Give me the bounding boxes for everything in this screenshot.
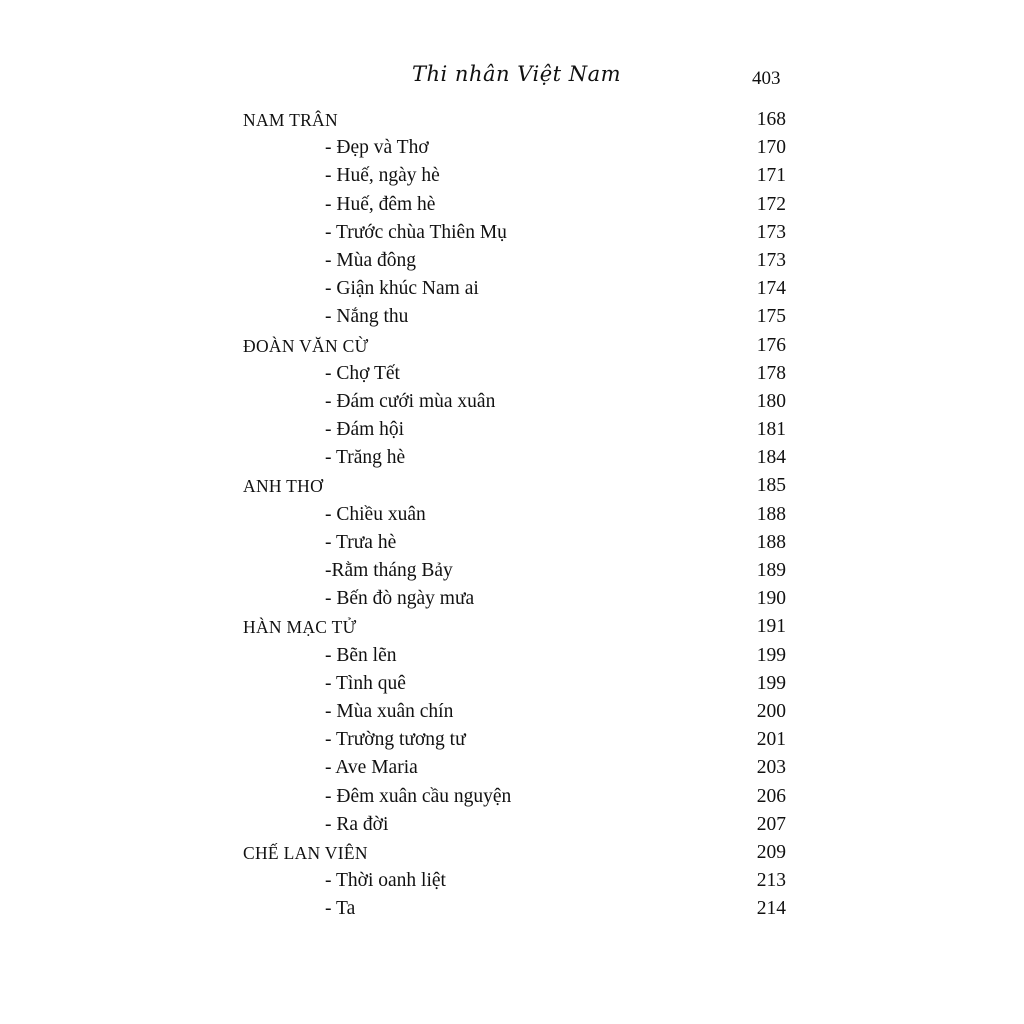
- toc-page-number: 180: [756, 390, 786, 412]
- toc-poem-entry: [0, 727, 1024, 755]
- poem-title: - Thời oanh liệt: [325, 870, 446, 892]
- poem-title: - Trăng hè: [325, 447, 406, 469]
- toc-page-number: 171: [756, 165, 786, 187]
- table-of-contents: [0, 107, 1024, 924]
- toc-poem-entry: [0, 784, 1024, 812]
- toc-poem-entry: [0, 643, 1024, 671]
- toc-poem-entry: [0, 135, 1024, 163]
- toc-page-number: 207: [756, 813, 786, 835]
- toc-poem-entry: [0, 868, 1024, 896]
- toc-poem-entry: [0, 445, 1024, 473]
- toc-page-number: 188: [756, 503, 786, 525]
- toc-poem-entry: [0, 812, 1024, 840]
- toc-page-number: 188: [756, 531, 786, 553]
- toc-poem-entry: [0, 558, 1024, 586]
- toc-author-entry: [0, 333, 1024, 361]
- toc-poem-entry: [0, 276, 1024, 304]
- toc-poem-entry: [0, 755, 1024, 783]
- poem-title: - Huế, đêm hè: [325, 193, 436, 215]
- toc-poem-entry: [0, 671, 1024, 699]
- toc-poem-entry: [0, 304, 1024, 332]
- toc-page-number: 184: [756, 447, 786, 469]
- toc-page-number: 190: [756, 588, 786, 610]
- toc-page-number: 176: [756, 334, 786, 356]
- toc-page-number: 206: [756, 785, 786, 807]
- toc-page-number: 174: [756, 278, 786, 300]
- toc-page-number: 175: [756, 306, 786, 328]
- toc-poem-entry: [0, 417, 1024, 445]
- toc-poem-entry: [0, 530, 1024, 558]
- author-name: NAM TRÂN: [243, 110, 338, 130]
- toc-poem-entry: [0, 699, 1024, 727]
- toc-page-number: 173: [756, 221, 786, 243]
- toc-page-number: 199: [756, 672, 786, 694]
- toc-poem-entry: [0, 502, 1024, 530]
- poem-title: - Tình quê: [325, 672, 406, 694]
- poem-title: - Chợ Tết: [325, 362, 400, 384]
- toc-page-number: 201: [756, 729, 786, 751]
- toc-page-number: 172: [756, 193, 786, 215]
- poem-title: - Trưa hè: [325, 531, 397, 553]
- book-title: Thi nhân Việt Nam: [412, 62, 622, 86]
- running-head: [0, 62, 1024, 92]
- poem-title: - Ra đời: [325, 813, 389, 835]
- page-number: 403: [752, 68, 781, 89]
- toc-page-number: 199: [756, 644, 786, 666]
- toc-poem-entry: [0, 163, 1024, 191]
- toc-page-number: 185: [756, 475, 786, 497]
- author-name: ĐOÀN VĂN CỪ: [243, 335, 369, 356]
- poem-title: -Rằm tháng Bảy: [325, 560, 453, 581]
- poem-title: - Ave Maria: [325, 757, 418, 779]
- poem-title: - Bến đò ngày mưa: [325, 588, 475, 610]
- toc-author-entry: [0, 614, 1024, 642]
- toc-author-entry: [0, 840, 1024, 868]
- toc-page-number: 181: [756, 419, 786, 441]
- author-name: HÀN MẠC TỬ: [243, 617, 357, 638]
- toc-poem-entry: [0, 896, 1024, 924]
- toc-page-number: 170: [756, 137, 786, 159]
- toc-poem-entry: [0, 220, 1024, 248]
- toc-page-number: 200: [756, 700, 786, 722]
- toc-page-number: 178: [756, 362, 786, 384]
- poem-title: - Đám cưới mùa xuân: [325, 390, 496, 412]
- toc-page-number: 168: [756, 109, 786, 130]
- toc-author-entry: [0, 473, 1024, 501]
- poem-title: - Mùa đông: [325, 249, 416, 271]
- toc-poem-entry: [0, 389, 1024, 417]
- toc-page-number: 213: [756, 870, 786, 892]
- poem-title: - Huế, ngày hè: [325, 165, 440, 187]
- poem-title: - Đám hội: [325, 419, 405, 441]
- toc-poem-entry: [0, 361, 1024, 389]
- poem-title: - Đẹp và Thơ: [325, 137, 429, 159]
- poem-title: - Chiều xuân: [325, 503, 426, 525]
- toc-poem-entry: [0, 586, 1024, 614]
- poem-title: - Đêm xuân cầu nguyện: [325, 785, 512, 807]
- poem-title: - Mùa xuân chín: [325, 700, 454, 722]
- toc-page-number: 214: [756, 898, 786, 920]
- poem-title: - Giận khúc Nam ai: [325, 278, 479, 300]
- toc-poem-entry: [0, 248, 1024, 276]
- poem-title: - Nắng thu: [325, 306, 409, 328]
- toc-author-entry: [0, 107, 1024, 135]
- toc-page-number: 209: [756, 841, 786, 863]
- poem-title: - Trường tương tư: [325, 729, 466, 751]
- poem-title: - Bẽn lẽn: [325, 644, 397, 666]
- toc-poem-entry: [0, 192, 1024, 220]
- toc-page-number: 191: [756, 616, 786, 638]
- author-name: CHẾ LAN VIÊN: [243, 842, 368, 863]
- poem-title: - Ta: [325, 898, 356, 920]
- toc-page-number: 203: [756, 757, 786, 779]
- poem-title: - Trước chùa Thiên Mụ: [325, 221, 507, 243]
- toc-page-number: 173: [756, 249, 786, 271]
- author-name: ANH THƠ: [243, 476, 324, 497]
- toc-page-number: 189: [756, 560, 786, 581]
